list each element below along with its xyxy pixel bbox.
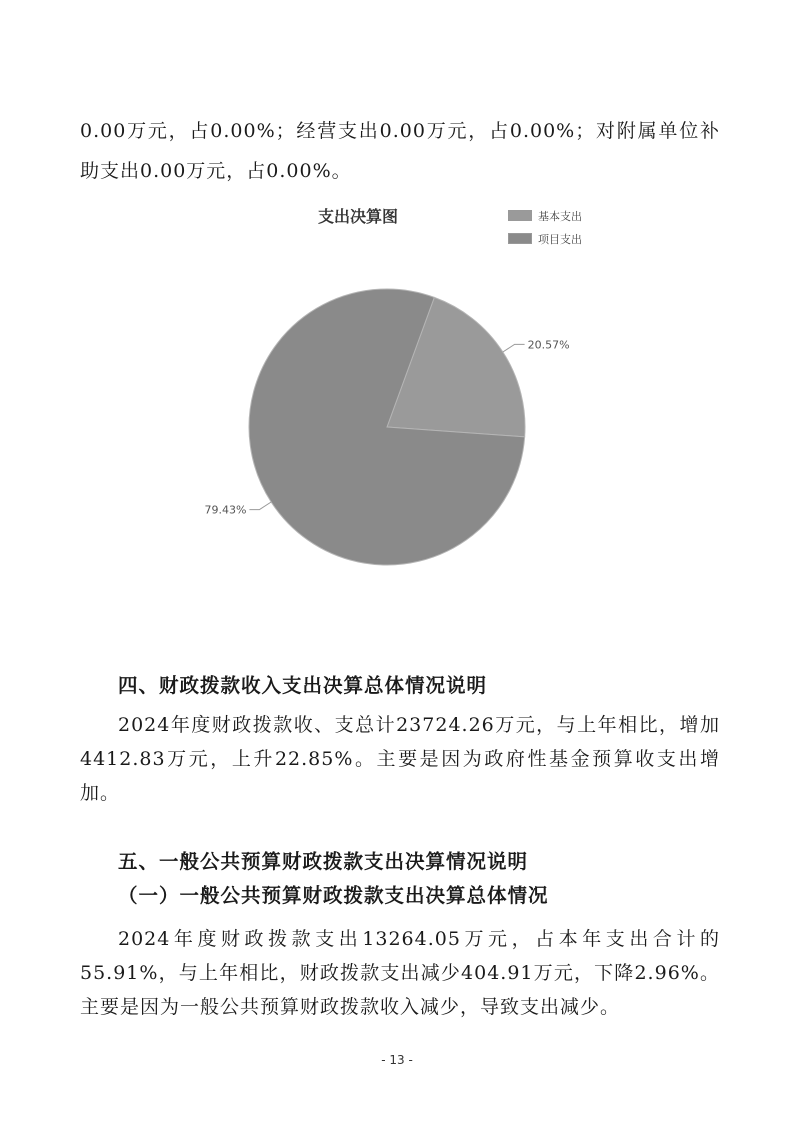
data-label-basic-leader bbox=[503, 344, 525, 352]
section-5-text: 2024年度财政拨款支出13264.05万元，占本年支出合计的55.91%，与上年相比，财政拨款支出减少404.91万元，下降2.96%。主要是因为一般公共预算财政拨款收入减少，导致支出减少。 bbox=[80, 928, 720, 1018]
section-5-heading: 五、一般公共预算财政拨款支出决算情况说明 bbox=[118, 850, 529, 873]
data-label-basic: 20.57% bbox=[527, 338, 570, 352]
legend-label-basic: 基本支出 bbox=[538, 209, 582, 223]
data-label-project: 79.43% bbox=[204, 503, 247, 517]
page-number: - 13 - bbox=[381, 1053, 413, 1067]
section-4-text: 2024年度财政拨款收、支总计23724.26万元，与上年相比，增加4412.83万元，上升22.85%。主要是因为政府性基金预算收支出增加。 bbox=[80, 714, 720, 804]
section-4-heading: 四、财政拨款收入支出决算总体情况说明 bbox=[118, 674, 488, 697]
intro-line-1: 0.00万元，占0.00%；经营支出0.00万元，占0.00%；对附属单位补 bbox=[80, 120, 720, 142]
chart-title: 支出决算图 bbox=[318, 207, 399, 226]
data-label-project-leader bbox=[249, 502, 271, 510]
legend-label-project: 项目支出 bbox=[538, 232, 582, 246]
section-5-subheading: （一）一般公共预算财政拨款支出决算总体情况 bbox=[118, 884, 549, 907]
intro-line-2: 助支出0.00万元，占0.00%。 bbox=[80, 160, 352, 182]
